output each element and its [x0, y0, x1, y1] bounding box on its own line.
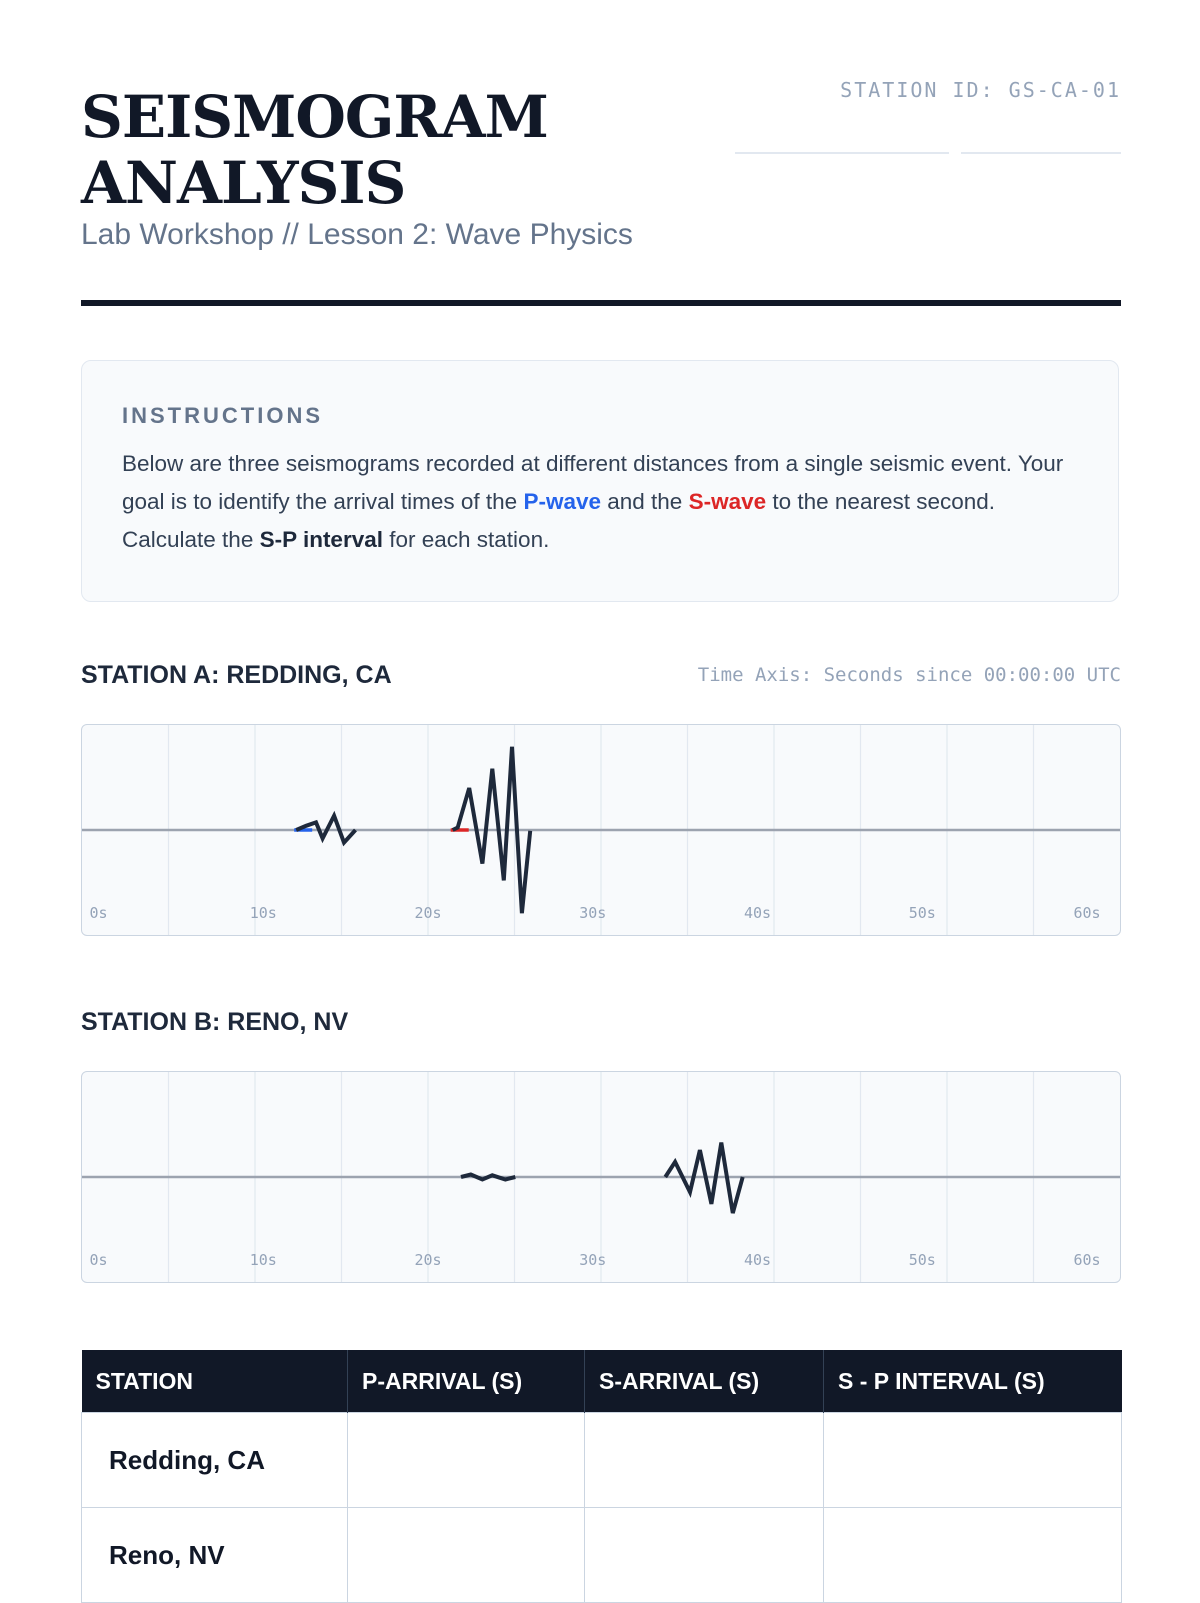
header-divider [81, 300, 1121, 306]
sp-interval-input-cell[interactable] [824, 1413, 1122, 1508]
x-tick-label: 60s [1073, 1251, 1101, 1269]
header [81, 0, 1121, 310]
s-arrival-input-cell[interactable] [585, 1508, 824, 1603]
instructions-text-part: Below are three seismograms recorded at different distances from a single seismic event. Your goal is to identify the arrival times of the [122, 451, 1064, 514]
station-id-label: STATION ID: GS-CA-01 [840, 78, 1121, 102]
page-title [81, 84, 641, 216]
p-wave-term: P-wave [523, 489, 601, 514]
column-header-s-arrival: S-ARRIVAL (S) [585, 1350, 824, 1413]
x-tick-label: 10s [249, 904, 277, 922]
table-row [82, 1413, 1122, 1508]
instructions-heading: INSTRUCTIONS [122, 403, 323, 428]
x-tick-label: 0s [89, 1251, 108, 1269]
x-tick-label: 0s [89, 904, 108, 922]
column-header-station: STATION [82, 1350, 348, 1413]
table-header-row [82, 1350, 1122, 1413]
x-tick-label: 50s [908, 1251, 936, 1269]
s-arrival-input-cell[interactable] [585, 1413, 824, 1508]
name-entry-line[interactable] [735, 152, 949, 154]
seismogram-station-b [81, 1071, 1121, 1283]
station-b-title: STATION B: RENO, NV [81, 1008, 349, 1036]
x-tick-label: 40s [743, 1251, 772, 1269]
instructions-text-part: and the [601, 489, 689, 514]
seismogram-a-plot [82, 725, 1120, 935]
station-a-title: STATION A: REDDING, CA [81, 661, 392, 689]
x-tick-label: 20s [414, 1251, 442, 1269]
page-subtitle: Lab Workshop // Lesson 2: Wave Physics [81, 218, 633, 251]
results-table [81, 1350, 1122, 1603]
worksheet-page [81, 0, 1121, 1570]
x-tick-label: 50s [908, 904, 936, 922]
column-header-sp-interval: S - P INTERVAL (S) [824, 1350, 1122, 1413]
instructions-text-part: for each station. [382, 527, 550, 552]
p-arrival-input-cell[interactable] [348, 1413, 585, 1508]
column-header-p-arrival: P-ARRIVAL (S) [348, 1350, 585, 1413]
p-arrival-input-cell[interactable] [348, 1508, 585, 1603]
time-axis-note: Time Axis: Seconds since 00:00:00 UTC [697, 664, 1121, 686]
station-name-cell: Redding, CA [82, 1413, 348, 1508]
s-wave-term: S-wave [688, 489, 767, 514]
sp-interval-term: S-P interval [259, 527, 383, 552]
seismogram-b-plot [82, 1072, 1120, 1282]
x-tick-label: 30s [579, 1251, 607, 1269]
instructions-text [122, 445, 1078, 559]
title-line-2: ANALYSIS [81, 149, 406, 217]
station-name-cell: Reno, NV [82, 1508, 348, 1603]
sp-interval-input-cell[interactable] [824, 1508, 1122, 1603]
x-tick-label: 40s [743, 904, 772, 922]
date-entry-line[interactable] [961, 152, 1121, 154]
title-line-1: SEISMOGRAM [81, 83, 548, 151]
seismogram-station-a [81, 724, 1121, 936]
instructions-panel [81, 360, 1119, 602]
table-row [82, 1508, 1122, 1603]
x-tick-label: 30s [579, 904, 607, 922]
x-tick-label: 60s [1073, 904, 1101, 922]
x-tick-label: 20s [414, 904, 442, 922]
instructions-text-part: to the nearest second. Calculate the [122, 489, 996, 552]
x-tick-label: 10s [249, 1251, 277, 1269]
